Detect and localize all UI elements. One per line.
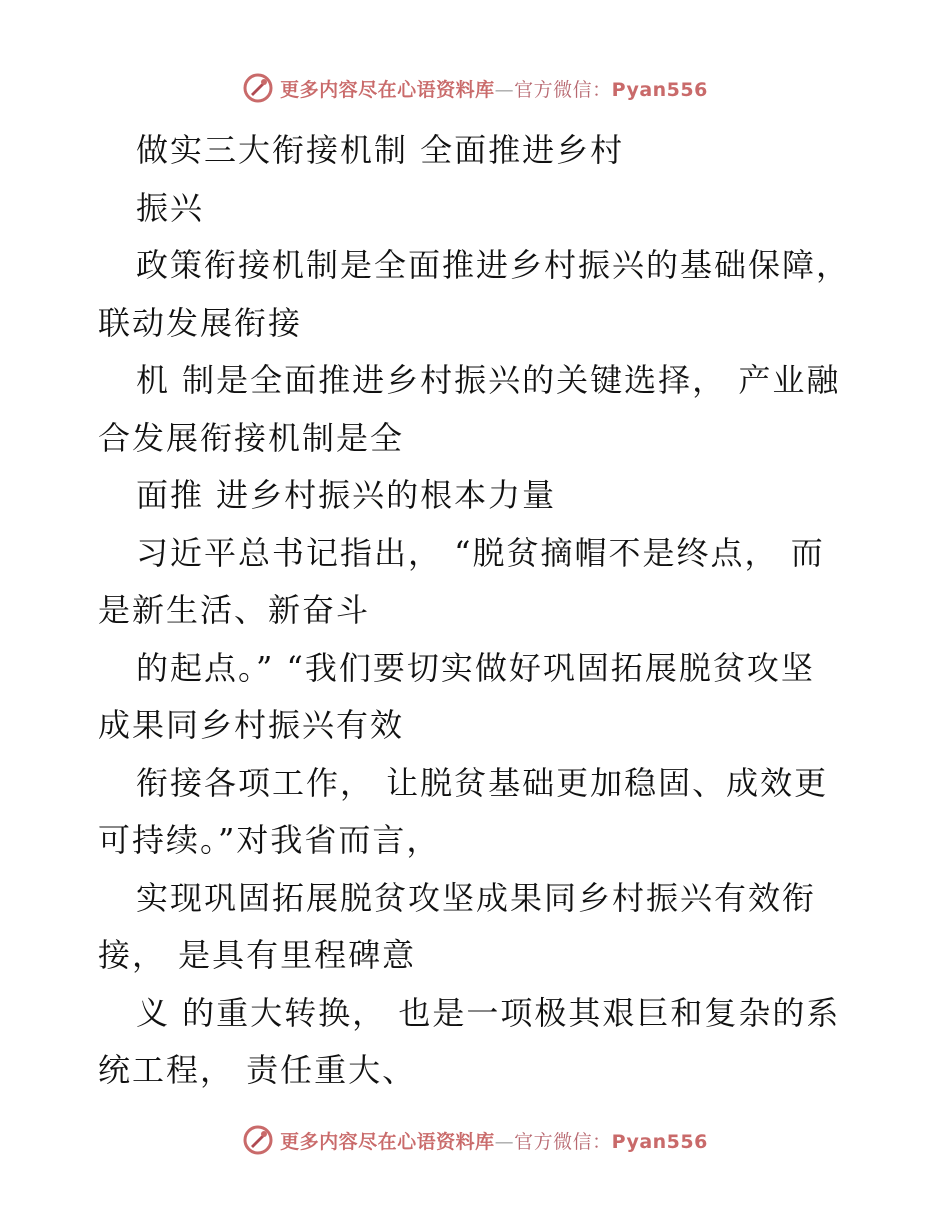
watermark-separator: — [494, 78, 515, 101]
watermark-wechat-id: Pyan556 [611, 78, 708, 101]
paragraph-line: 衔接各项工作， 让脱贫基础更加稳固、成效更 [136, 763, 829, 802]
document-body [98, 122, 854, 1100]
paragraph-line: 实现巩固拓展脱贫攻坚成果同乡村振兴有效衔 [136, 878, 817, 917]
document-title-line-1: 做实三大衔接机制 全面推进乡村 [136, 131, 625, 169]
paragraph-line: 机 制是全面推进乡村振兴的关键选择， 产业融 [136, 361, 841, 399]
paragraph-line: 面推 进乡村振兴的根本力量 [136, 476, 557, 514]
paragraph-line: 合发展衔接机制是全 [98, 418, 405, 457]
paragraph-line: 可持续。”对我省而言， [98, 821, 441, 859]
watermark-brand: 更多内容尽在心语资料库 [280, 1130, 495, 1153]
paragraph-line: 成果同乡村振兴有效 [98, 706, 405, 744]
watermark-separator: — [494, 1130, 515, 1153]
paragraph-line: 的起点。” “我们要切实做好巩固拓展脱贫攻坚 [136, 648, 815, 687]
watermark-wechat-id: Pyan556 [611, 1130, 708, 1153]
watermark-logo-icon [242, 1124, 274, 1156]
watermark-official-label: 官方微信： [514, 1130, 612, 1153]
paragraph-line: 接， 是具有里程碑意 [98, 936, 417, 974]
paragraph-line: 是新生活、新奋斗 [98, 591, 371, 629]
paragraph-line: 统工程， 责任重大、 [98, 1051, 417, 1089]
watermark-text [280, 75, 708, 102]
paragraph-line: 联动发展衔接 [98, 303, 303, 342]
watermark-brand: 更多内容尽在心语资料库 [280, 78, 495, 101]
paragraph-line: 习近平总书记指出， “脱贫摘帽不是终点， 而 [136, 533, 825, 572]
watermark-logo-icon [242, 72, 274, 104]
paragraph-line: 政策衔接机制是全面推进乡村振兴的基础保障， [136, 246, 851, 284]
paragraph-line: 义 的重大转换， 也是一项极其艰巨和复杂的系 [136, 993, 841, 1032]
watermark-official-label: 官方微信： [514, 78, 612, 101]
document-title-line-2: 振兴 [136, 188, 205, 227]
footer-watermark [0, 1124, 950, 1156]
watermark-text [280, 1127, 708, 1154]
header-watermark [0, 72, 950, 104]
